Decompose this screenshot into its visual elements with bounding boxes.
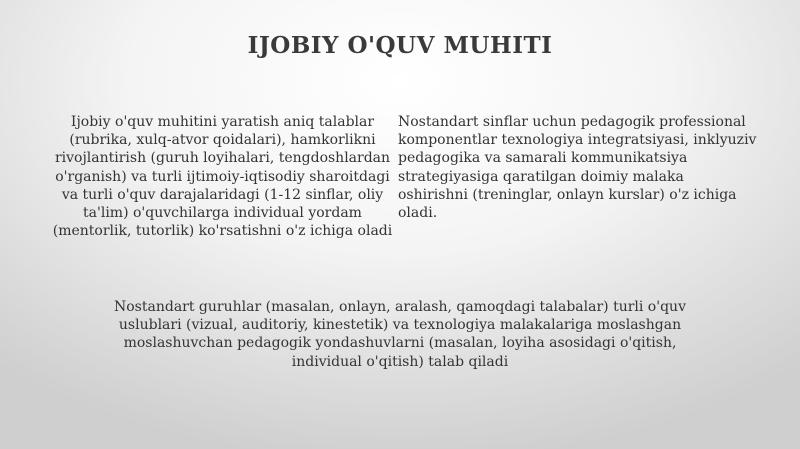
- right-paragraph: Nostandart sinflar uchun pedagogik professional komponentlar texnologiya integratsiyasi, inklyuziv pedagogika va samarali kommunikatsiya strategiyasiga qaratilgan doimiy malaka oshirishni (treninglar, onlayn kurslar) o'z ichiga oladi.: [398, 114, 757, 222]
- bottom-paragraph: Nostandart guruhlar (masalan, onlayn, aralash, qamoqdagi talabalar) turli o'quv uslublari (vizual, auditoriy, kinestetik) va texnologiya malakalariga moslashgan moslashuvchan pedagogik yondashuvlarni (masalan, loyiha asosidagi o'qitish, individual o'qitish) talab qiladi: [114, 299, 686, 370]
- slide-title: IJOBIY O'QUV MUHITI: [247, 32, 553, 59]
- left-paragraph: Ijobiy o'quv muhitini yaratish aniq talablar (rubrika, xulq-atvor qoidalari), hamkorlikni rivojlantirish (guruh loyihalari, tengdoshlardan o'rganish) va turli ijtimoiy-iqtisodiy sharoitdagi va turli o'quv darajalaridagi (1-12 sinflar, oliy ta'lim) o'quvchilarga individual yordam (mentorlik, tutorlik) ko'rsatishni o'z ichiga oladi: [52, 114, 393, 240]
